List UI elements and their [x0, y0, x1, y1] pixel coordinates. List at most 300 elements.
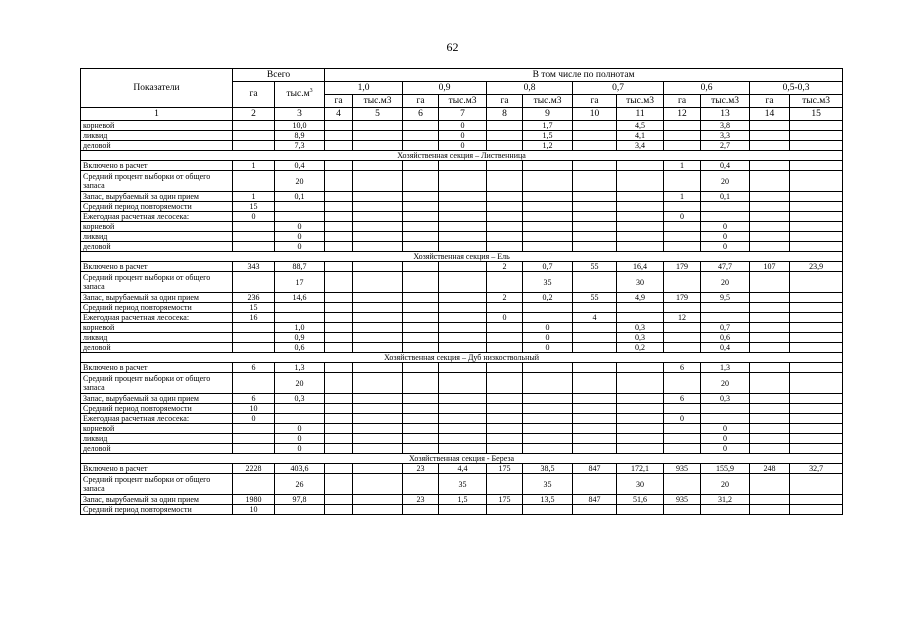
- total-header: Всего: [233, 69, 325, 82]
- cell-value: [573, 404, 617, 414]
- column-number: 14: [750, 108, 790, 121]
- cell-value: [403, 414, 439, 424]
- cell-value: [233, 373, 275, 394]
- cell-value: [790, 242, 843, 252]
- cell-value: [233, 242, 275, 252]
- cell-value: [275, 505, 325, 515]
- cell-value: [439, 343, 487, 353]
- cell-value: [617, 373, 664, 394]
- row-label: Запас, вырубаемый за один прием: [81, 394, 233, 404]
- cell-value: [233, 474, 275, 495]
- cell-value: [573, 202, 617, 212]
- cell-value: 30: [617, 272, 664, 293]
- cell-value: [487, 333, 523, 343]
- column-number: 2: [233, 108, 275, 121]
- row-label: Запас, вырубаемый за один прием: [81, 495, 233, 505]
- cell-value: 23,9: [790, 262, 843, 272]
- cell-value: [353, 121, 403, 131]
- table-row: [81, 141, 843, 151]
- cell-value: [325, 343, 353, 353]
- cell-value: [790, 394, 843, 404]
- cell-value: [353, 424, 403, 434]
- cell-value: [403, 434, 439, 444]
- cell-value: [523, 313, 573, 323]
- cell-value: 1980: [233, 495, 275, 505]
- cell-value: [790, 505, 843, 515]
- cell-value: [573, 303, 617, 313]
- cell-value: [325, 262, 353, 272]
- cell-value: [523, 404, 573, 414]
- cell-value: [523, 373, 573, 394]
- section-title: Хозяйственная секция - Береза: [81, 454, 843, 464]
- cell-value: 0: [233, 414, 275, 424]
- cell-value: 175: [487, 464, 523, 474]
- cell-value: [325, 505, 353, 515]
- row-label: Включено в расчет: [81, 363, 233, 373]
- total-m3-header: $тыс.м^3$: [275, 82, 325, 108]
- cell-value: [523, 161, 573, 171]
- sub-ha-header: га: [664, 95, 701, 108]
- row-label: Включено в расчет: [81, 464, 233, 474]
- cell-value: [790, 444, 843, 454]
- sub-m3-header: тыс.м3: [439, 95, 487, 108]
- cell-value: 9,5: [701, 293, 750, 303]
- cell-value: [487, 212, 523, 222]
- cell-value: [523, 394, 573, 404]
- cell-value: [353, 222, 403, 232]
- cell-value: [439, 373, 487, 394]
- cell-value: [353, 212, 403, 222]
- cell-value: 31,2: [701, 495, 750, 505]
- cell-value: [617, 394, 664, 404]
- cell-value: [353, 373, 403, 394]
- cell-value: [750, 424, 790, 434]
- cell-value: 3,8: [701, 121, 750, 131]
- row-label: Ежегодная расчетная лесосека:: [81, 313, 233, 323]
- cell-value: [573, 424, 617, 434]
- cell-value: [664, 232, 701, 242]
- cell-value: [325, 222, 353, 232]
- cell-value: 15: [233, 202, 275, 212]
- table-row: [81, 272, 843, 293]
- table-row: [81, 293, 843, 303]
- cell-value: [790, 323, 843, 333]
- cell-value: [617, 161, 664, 171]
- cell-value: [790, 171, 843, 192]
- table-row: [81, 444, 843, 454]
- cell-value: [325, 414, 353, 424]
- cell-value: [233, 232, 275, 242]
- cell-value: [403, 394, 439, 404]
- row-label: деловой: [81, 444, 233, 454]
- table-row: [81, 343, 843, 353]
- cell-value: 4: [573, 313, 617, 323]
- cell-value: [325, 141, 353, 151]
- cell-value: 0: [523, 323, 573, 333]
- cell-value: [403, 313, 439, 323]
- cell-value: [439, 434, 487, 444]
- cell-value: 0: [523, 343, 573, 353]
- cell-value: [523, 171, 573, 192]
- cell-value: 4,1: [617, 131, 664, 141]
- cell-value: [487, 363, 523, 373]
- cell-value: 0: [701, 444, 750, 454]
- cell-value: [439, 323, 487, 333]
- cell-value: [439, 414, 487, 424]
- cell-value: [790, 474, 843, 495]
- cell-value: [439, 333, 487, 343]
- cell-value: [487, 424, 523, 434]
- row-label: Запас, вырубаемый за один прием: [81, 192, 233, 202]
- cell-value: 0: [523, 333, 573, 343]
- cell-value: [750, 293, 790, 303]
- cell-value: [750, 303, 790, 313]
- cell-value: 47,7: [701, 262, 750, 272]
- cell-value: [523, 192, 573, 202]
- cell-value: [664, 202, 701, 212]
- cell-value: [353, 272, 403, 293]
- cell-value: [487, 272, 523, 293]
- row-label: Ежегодная расчетная лесосека:: [81, 212, 233, 222]
- cell-value: 847: [573, 464, 617, 474]
- cell-value: 13,5: [523, 495, 573, 505]
- cell-value: [403, 272, 439, 293]
- cell-value: 2: [487, 262, 523, 272]
- cell-value: [790, 202, 843, 212]
- row-label: Средний период повторяемости: [81, 303, 233, 313]
- cell-value: [664, 323, 701, 333]
- cell-value: [353, 202, 403, 212]
- cell-value: [487, 242, 523, 252]
- row-label: корневой: [81, 222, 233, 232]
- cell-value: [573, 222, 617, 232]
- cell-value: [233, 323, 275, 333]
- cell-value: [750, 404, 790, 414]
- table-row: [81, 121, 843, 131]
- cell-value: [403, 363, 439, 373]
- column-number: 5: [353, 108, 403, 121]
- cell-value: 17: [275, 272, 325, 293]
- cell-value: 0: [664, 414, 701, 424]
- table-row: [81, 313, 843, 323]
- cell-value: [523, 212, 573, 222]
- cell-value: [790, 313, 843, 323]
- table-row: [81, 373, 843, 394]
- cell-value: [487, 121, 523, 131]
- cell-value: [487, 373, 523, 394]
- column-number: 9: [523, 108, 573, 121]
- cell-value: [573, 373, 617, 394]
- cell-value: 248: [750, 464, 790, 474]
- cell-value: 0,9: [275, 333, 325, 343]
- cell-value: 10: [233, 505, 275, 515]
- cell-value: [573, 171, 617, 192]
- cell-value: [325, 373, 353, 394]
- cell-value: [325, 202, 353, 212]
- cell-value: 0,6: [701, 333, 750, 343]
- cell-value: [573, 121, 617, 131]
- cell-value: [664, 121, 701, 131]
- row-label: Средний период повторяемости: [81, 404, 233, 414]
- cell-value: [790, 192, 843, 202]
- cell-value: [573, 141, 617, 151]
- cell-value: 20: [701, 171, 750, 192]
- cell-value: 0,3: [617, 323, 664, 333]
- section-title-row: [81, 252, 843, 262]
- cell-value: 97,8: [275, 495, 325, 505]
- cell-value: 172,1: [617, 464, 664, 474]
- cell-value: [487, 192, 523, 202]
- cell-value: [750, 161, 790, 171]
- cell-value: [353, 404, 403, 414]
- row-label: корневой: [81, 121, 233, 131]
- column-number: 8: [487, 108, 523, 121]
- cell-value: [701, 404, 750, 414]
- row-label: Средний период повторяемости: [81, 505, 233, 515]
- cell-value: [403, 171, 439, 192]
- cell-value: [325, 323, 353, 333]
- cell-value: [233, 434, 275, 444]
- cell-value: [664, 343, 701, 353]
- cell-value: [353, 323, 403, 333]
- table-row: [81, 434, 843, 444]
- cell-value: [523, 505, 573, 515]
- cell-value: [790, 303, 843, 313]
- cell-value: 88,7: [275, 262, 325, 272]
- header-row-1: [81, 69, 843, 82]
- cell-value: [790, 424, 843, 434]
- cell-value: 175: [487, 495, 523, 505]
- sub-m3-header: тыс.м3: [617, 95, 664, 108]
- cell-value: [233, 343, 275, 353]
- cell-value: [487, 505, 523, 515]
- cell-value: [617, 414, 664, 424]
- cell-value: 20: [701, 272, 750, 293]
- cell-value: 10: [233, 404, 275, 414]
- cell-value: [750, 222, 790, 232]
- sub-m3-header: тыс.м3: [701, 95, 750, 108]
- cell-value: [573, 363, 617, 373]
- cell-value: [403, 161, 439, 171]
- cell-value: [750, 202, 790, 212]
- cell-value: [523, 303, 573, 313]
- cell-value: 35: [439, 474, 487, 495]
- cell-value: [353, 141, 403, 151]
- cell-value: [233, 424, 275, 434]
- table-row: [81, 131, 843, 141]
- cell-value: [573, 161, 617, 171]
- cell-value: [353, 242, 403, 252]
- cell-value: [487, 232, 523, 242]
- cell-value: [617, 444, 664, 454]
- row-label: корневой: [81, 424, 233, 434]
- cell-value: [325, 495, 353, 505]
- cell-value: [523, 414, 573, 424]
- cell-value: [790, 363, 843, 373]
- cell-value: 0: [701, 242, 750, 252]
- cell-value: 20: [275, 373, 325, 394]
- sub-ha-header: га: [487, 95, 523, 108]
- cell-value: 0: [275, 424, 325, 434]
- cell-value: [617, 242, 664, 252]
- cell-value: [617, 171, 664, 192]
- cell-value: [233, 222, 275, 232]
- row-label: Средний процент выборки от общего запаса: [81, 272, 233, 293]
- table-row: [81, 232, 843, 242]
- cell-value: 1: [233, 192, 275, 202]
- cell-value: [353, 192, 403, 202]
- cell-value: 2: [487, 293, 523, 303]
- cell-value: [233, 333, 275, 343]
- density-header: 0,9: [403, 82, 487, 95]
- cell-value: [403, 202, 439, 212]
- cell-value: [790, 293, 843, 303]
- column-number: 10: [573, 108, 617, 121]
- cell-value: [573, 414, 617, 424]
- section-title: Хозяйственная секция – Лиственница: [81, 151, 843, 161]
- cell-value: 0: [233, 212, 275, 222]
- cell-value: [523, 202, 573, 212]
- cell-value: 0: [701, 232, 750, 242]
- cell-value: [790, 121, 843, 131]
- cell-value: [325, 424, 353, 434]
- table-row: [81, 212, 843, 222]
- cell-value: [353, 434, 403, 444]
- cell-value: [573, 333, 617, 343]
- cell-value: 30: [617, 474, 664, 495]
- cell-value: [701, 212, 750, 222]
- cell-value: [750, 343, 790, 353]
- cell-value: [487, 202, 523, 212]
- row-label: Средний период повторяемости: [81, 202, 233, 212]
- cell-value: [573, 394, 617, 404]
- cell-value: [750, 141, 790, 151]
- cell-value: [573, 232, 617, 242]
- cell-value: [617, 232, 664, 242]
- row-label: ликвид: [81, 434, 233, 444]
- cell-value: [523, 242, 573, 252]
- cell-value: [664, 373, 701, 394]
- cell-value: [487, 171, 523, 192]
- cell-value: [353, 232, 403, 242]
- cell-value: [325, 434, 353, 444]
- cell-value: [325, 232, 353, 242]
- section-title-row: [81, 353, 843, 363]
- cell-value: [439, 293, 487, 303]
- cell-value: 20: [701, 373, 750, 394]
- cell-value: [353, 303, 403, 313]
- cell-value: [664, 171, 701, 192]
- column-number: 6: [403, 108, 439, 121]
- cell-value: 4,4: [439, 464, 487, 474]
- cell-value: 0,4: [701, 343, 750, 353]
- cell-value: [573, 474, 617, 495]
- cell-value: [701, 303, 750, 313]
- cell-value: [403, 323, 439, 333]
- column-number: 7: [439, 108, 487, 121]
- cell-value: [439, 424, 487, 434]
- density-header: 1,0: [325, 82, 403, 95]
- cell-value: 0: [275, 222, 325, 232]
- cell-value: [439, 192, 487, 202]
- cell-value: [617, 404, 664, 414]
- cell-value: [573, 212, 617, 222]
- cell-value: [325, 474, 353, 495]
- table-row: [81, 414, 843, 424]
- cell-value: [353, 262, 403, 272]
- table-row: [81, 192, 843, 202]
- cell-value: [750, 121, 790, 131]
- cell-value: [353, 363, 403, 373]
- cell-value: [790, 343, 843, 353]
- cell-value: 4,9: [617, 293, 664, 303]
- row-label: деловой: [81, 141, 233, 151]
- cell-value: [403, 293, 439, 303]
- cell-value: [750, 242, 790, 252]
- cell-value: [353, 474, 403, 495]
- cell-value: [664, 434, 701, 444]
- cell-value: [664, 141, 701, 151]
- column-number: 13: [701, 108, 750, 121]
- section-title: Хозяйственная секция – Ель: [81, 252, 843, 262]
- cell-value: 3,3: [701, 131, 750, 141]
- cell-value: [403, 404, 439, 414]
- table-row: [81, 394, 843, 404]
- cell-value: 155,9: [701, 464, 750, 474]
- table-row: [81, 323, 843, 333]
- cell-value: [439, 404, 487, 414]
- cell-value: [353, 464, 403, 474]
- cell-value: [325, 192, 353, 202]
- cell-value: [403, 474, 439, 495]
- cell-value: [617, 303, 664, 313]
- cell-value: 6: [233, 394, 275, 404]
- cell-value: [439, 313, 487, 323]
- cell-value: 179: [664, 262, 701, 272]
- cell-value: 0,1: [701, 192, 750, 202]
- cell-value: [325, 272, 353, 293]
- section-title-row: [81, 151, 843, 161]
- cell-value: 0: [439, 141, 487, 151]
- cell-value: [403, 141, 439, 151]
- cell-value: [403, 121, 439, 131]
- cell-value: [403, 444, 439, 454]
- cell-value: [664, 242, 701, 252]
- cell-value: [487, 303, 523, 313]
- cell-value: [353, 495, 403, 505]
- cell-value: 0: [701, 424, 750, 434]
- cell-value: 1: [664, 192, 701, 202]
- table-row: [81, 161, 843, 171]
- cell-value: [233, 131, 275, 141]
- cell-value: [790, 495, 843, 505]
- cell-value: [353, 333, 403, 343]
- total-ha-header: га: [233, 82, 275, 108]
- cell-value: 2228: [233, 464, 275, 474]
- sub-ha-header: га: [403, 95, 439, 108]
- cell-value: [573, 434, 617, 444]
- cell-value: [439, 171, 487, 192]
- cell-value: 179: [664, 293, 701, 303]
- cell-value: 3,4: [617, 141, 664, 151]
- sub-m3-header: тыс.м3: [523, 95, 573, 108]
- cell-value: 0: [664, 212, 701, 222]
- cell-value: [617, 313, 664, 323]
- row-label: Включено в расчет: [81, 262, 233, 272]
- cell-value: 8,9: [275, 131, 325, 141]
- cell-value: 35: [523, 474, 573, 495]
- row-label: Ежегодная расчетная лесосека:: [81, 414, 233, 424]
